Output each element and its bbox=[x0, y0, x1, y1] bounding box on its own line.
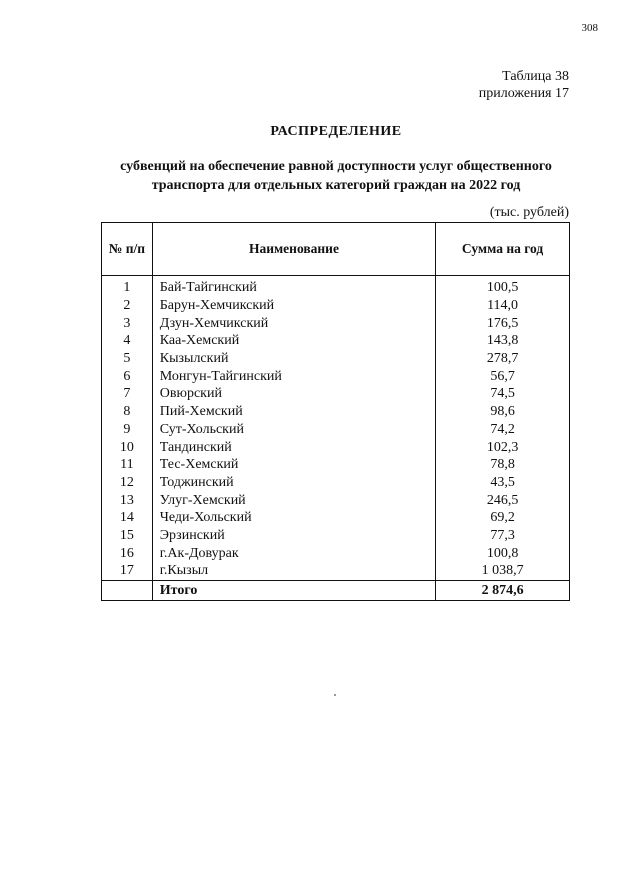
table-row bbox=[102, 314, 570, 332]
row-sum: 78,8 bbox=[436, 456, 570, 474]
row-sum: 176,5 bbox=[436, 314, 570, 332]
unit-note: (тыс. рублей) bbox=[489, 205, 569, 220]
row-number: 7 bbox=[102, 385, 153, 403]
row-number: 17 bbox=[102, 562, 153, 580]
row-name: Тес-Хемский bbox=[152, 456, 435, 474]
table-row bbox=[102, 421, 570, 439]
row-name: Чеди-Хольский bbox=[152, 509, 435, 527]
caption-table-number: Таблица 38 bbox=[502, 69, 569, 84]
row-name: Тандинский bbox=[152, 438, 435, 456]
document-title: РАСПРЕДЕЛЕНИЕ bbox=[270, 124, 402, 139]
row-name: Тоджинский bbox=[152, 474, 435, 492]
table-caption bbox=[479, 68, 569, 102]
row-number: 11 bbox=[102, 456, 153, 474]
total-number-cell bbox=[102, 580, 153, 600]
total-sum: 2 874,6 bbox=[436, 580, 570, 600]
row-number: 1 bbox=[102, 276, 153, 297]
row-number: 9 bbox=[102, 421, 153, 439]
table-row bbox=[102, 276, 570, 297]
document-subtitle bbox=[0, 157, 640, 195]
row-number: 10 bbox=[102, 438, 153, 456]
row-sum: 1 038,7 bbox=[436, 562, 570, 580]
row-sum: 100,8 bbox=[436, 544, 570, 562]
row-sum: 278,7 bbox=[436, 350, 570, 368]
page-number: 308 bbox=[581, 22, 598, 34]
row-name: г.Ак-Довурак bbox=[152, 544, 435, 562]
table-row bbox=[102, 474, 570, 492]
row-number: 6 bbox=[102, 367, 153, 385]
table-row bbox=[102, 385, 570, 403]
row-sum: 77,3 bbox=[436, 527, 570, 545]
table-row bbox=[102, 403, 570, 421]
row-number: 15 bbox=[102, 527, 153, 545]
row-name: Овюрский bbox=[152, 385, 435, 403]
row-sum: 102,3 bbox=[436, 438, 570, 456]
row-name: Эрзинский bbox=[152, 527, 435, 545]
table-row bbox=[102, 562, 570, 580]
table-row bbox=[102, 544, 570, 562]
row-number: 3 bbox=[102, 314, 153, 332]
table-row bbox=[102, 491, 570, 509]
row-sum: 74,2 bbox=[436, 421, 570, 439]
row-number: 8 bbox=[102, 403, 153, 421]
row-name: Бай-Тайгинский bbox=[152, 276, 435, 297]
row-name: Сут-Хольский bbox=[152, 421, 435, 439]
table-row bbox=[102, 527, 570, 545]
header-number: № п/п bbox=[102, 223, 153, 276]
row-number: 14 bbox=[102, 509, 153, 527]
row-sum: 100,5 bbox=[436, 276, 570, 297]
row-name: г.Кызыл bbox=[152, 562, 435, 580]
row-number: 4 bbox=[102, 332, 153, 350]
total-row bbox=[102, 580, 570, 600]
header-name: Наименование bbox=[152, 223, 435, 276]
header-sum: Сумма на год bbox=[436, 223, 570, 276]
table-header-row bbox=[102, 223, 570, 276]
row-sum: 43,5 bbox=[436, 474, 570, 492]
subtitle-line-2: транспорта для отдельных категорий граждан на 2022 год bbox=[151, 178, 521, 193]
distribution-table bbox=[101, 222, 570, 601]
row-name: Кызылский bbox=[152, 350, 435, 368]
row-sum: 56,7 bbox=[436, 367, 570, 385]
row-name: Улуг-Хемский bbox=[152, 491, 435, 509]
row-number: 16 bbox=[102, 544, 153, 562]
row-sum: 114,0 bbox=[436, 297, 570, 315]
row-number: 13 bbox=[102, 491, 153, 509]
total-label: Итого bbox=[152, 580, 435, 600]
subtitle-line-1: субвенций на обеспечение равной доступности услуг общественного bbox=[120, 159, 552, 174]
row-name: Пий-Хемский bbox=[152, 403, 435, 421]
table-row bbox=[102, 350, 570, 368]
row-number: 5 bbox=[102, 350, 153, 368]
row-number: 2 bbox=[102, 297, 153, 315]
scan-speck bbox=[334, 694, 336, 696]
table-body bbox=[102, 276, 570, 581]
row-sum: 74,5 bbox=[436, 385, 570, 403]
row-name: Барун-Хемчикский bbox=[152, 297, 435, 315]
caption-appendix: приложения 17 bbox=[478, 86, 569, 101]
row-name: Монгун-Тайгинский bbox=[152, 367, 435, 385]
row-name: Каа-Хемский bbox=[152, 332, 435, 350]
row-sum: 98,6 bbox=[436, 403, 570, 421]
row-sum: 143,8 bbox=[436, 332, 570, 350]
row-name: Дзун-Хемчикский bbox=[152, 314, 435, 332]
row-sum: 246,5 bbox=[436, 491, 570, 509]
table-row bbox=[102, 509, 570, 527]
table-row bbox=[102, 332, 570, 350]
table-row bbox=[102, 456, 570, 474]
row-number: 12 bbox=[102, 474, 153, 492]
table-row bbox=[102, 367, 570, 385]
table-row bbox=[102, 297, 570, 315]
table-row bbox=[102, 438, 570, 456]
row-sum: 69,2 bbox=[436, 509, 570, 527]
